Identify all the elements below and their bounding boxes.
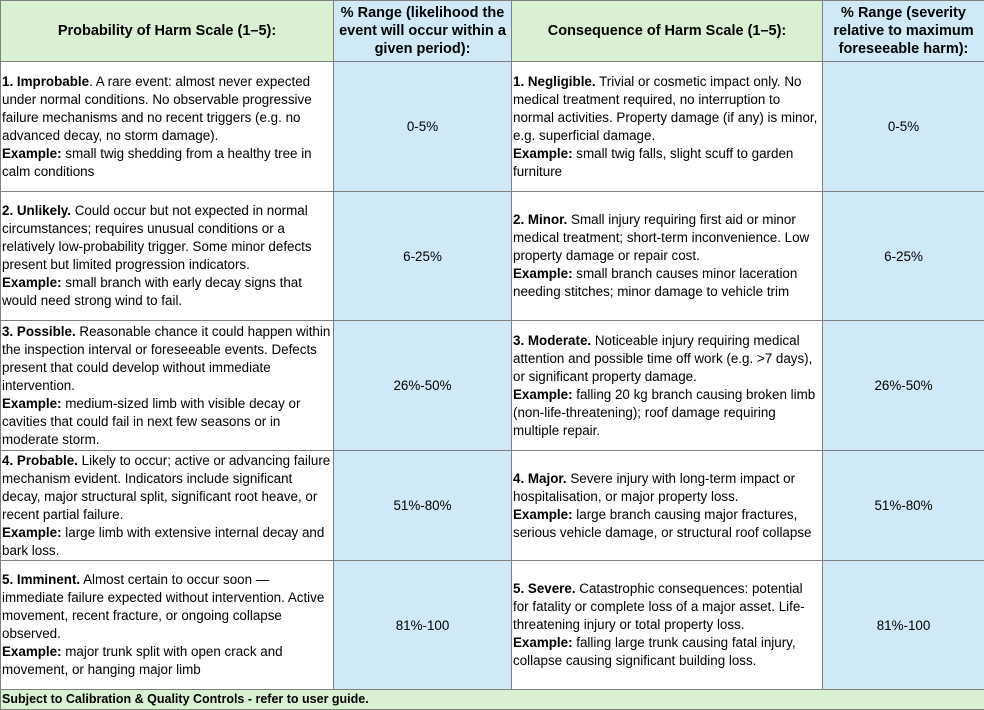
consequence-level-title: 1. Negligible.: [513, 74, 596, 89]
probability-range-cell[interactable]: 51%-80%: [334, 451, 512, 561]
consequence-cell[interactable]: [512, 192, 823, 321]
probability-range-cell[interactable]: 81%-100: [334, 561, 512, 690]
probability-level-text: Likely to occur; active or advancing failure mechanism evident. Indicators include significant decay, major structural split, significant root heave, or recent partial failure.: [2, 453, 330, 522]
consequence-range-cell[interactable]: 51%-80%: [823, 451, 984, 561]
probability-level-text: . A rare event: almost never expected under normal conditions. No observable progressive failure mechanisms and no recent triggers (e.g. no advanced decay, no storm damage).: [2, 74, 312, 143]
consequence-cell[interactable]: [512, 321, 823, 451]
consequence-example: small branch causes minor laceration needing stitches; minor damage to vehicle trim: [513, 266, 797, 299]
consequence-range-cell[interactable]: 6-25%: [823, 192, 984, 321]
consequence-cell[interactable]: [512, 561, 823, 690]
consequence-header[interactable]: Consequence of Harm Scale (1–5):: [512, 1, 823, 62]
probability-range-cell[interactable]: 0-5%: [334, 62, 512, 192]
probability-level-text: Almost certain to occur soon — immediate failure expected without intervention. Active movement, recent fracture, or ongoing collapse observed.: [2, 572, 324, 641]
consequence-example: small twig falls, slight scuff to garden furniture: [513, 146, 793, 179]
table-row: [1, 561, 984, 690]
probability-example: small branch with early decay signs that would need strong wind to fail.: [2, 275, 302, 308]
example-label: Example:: [2, 525, 62, 540]
consequence-example: large branch causing major fractures, serious vehicle damage, or structural roof collapse: [513, 507, 811, 540]
probability-level-text: Reasonable chance it could happen within the inspection interval or foreseeable events. Defects present that could develop without immediate intervention.: [2, 324, 330, 393]
consequence-range-header[interactable]: % Range (severity relative to maximum foreseeable harm):: [823, 1, 984, 62]
example-label: Example:: [513, 387, 573, 402]
table-row: [1, 451, 984, 561]
probability-header[interactable]: Probability of Harm Scale (1–5):: [1, 1, 334, 62]
consequence-level-title: 3. Moderate.: [513, 333, 591, 348]
consequence-level-text: Severe injury with long-term impact or hospitalisation, or major property loss.: [513, 471, 795, 504]
consequence-range-cell[interactable]: 0-5%: [823, 62, 984, 192]
consequence-range-cell[interactable]: 26%-50%: [823, 321, 984, 451]
probability-example: medium-sized limb with visible decay or cavities that could fail in next few seasons or in moderate storm.: [2, 396, 300, 447]
consequence-level-title: 4. Major.: [513, 471, 567, 486]
consequence-level-text: Trivial or cosmetic impact only. No medical treatment required, no interruption to normal activities. Property damage (if any) is minor, e.g. superficial damage.: [513, 74, 817, 143]
probability-cell[interactable]: [1, 451, 334, 561]
probability-level-title: 1. Improbable: [2, 74, 89, 89]
probability-level-text: Could occur but not expected in normal circumstances; requires unusual conditions or a relatively low-probability trigger. Some minor defects present but limited progression indicators.: [2, 203, 312, 272]
consequence-cell[interactable]: [512, 62, 823, 192]
consequence-range-cell[interactable]: 81%-100: [823, 561, 984, 690]
example-label: Example:: [513, 635, 573, 650]
footer-row: [1, 690, 984, 710]
probability-cell[interactable]: [1, 192, 334, 321]
consequence-example: falling 20 kg branch causing broken limb (non-life-threatening); roof damage requiring multiple repair.: [513, 387, 815, 438]
probability-example: small twig shedding from a healthy tree in calm conditions: [2, 146, 312, 179]
probability-level-title: 2. Unlikely.: [2, 203, 71, 218]
example-label: Example:: [2, 146, 62, 161]
table-row: [1, 321, 984, 451]
example-label: Example:: [2, 275, 62, 290]
probability-cell[interactable]: [1, 561, 334, 690]
probability-cell[interactable]: [1, 62, 334, 192]
probability-example: large limb with extensive internal decay and bark loss.: [2, 525, 324, 558]
probability-cell[interactable]: [1, 321, 334, 451]
calibration-note[interactable]: Subject to Calibration & Quality Controls - refer to user guide.: [1, 690, 984, 710]
example-label: Example:: [2, 396, 62, 411]
consequence-level-text: Small injury requiring first aid or minor medical treatment; short-term inconvenience. Low property damage or repair cost.: [513, 212, 809, 263]
probability-range-cell[interactable]: 6-25%: [334, 192, 512, 321]
example-label: Example:: [2, 644, 62, 659]
header-row: [1, 1, 984, 62]
probability-range-cell[interactable]: 26%-50%: [334, 321, 512, 451]
probability-level-title: 5. Imminent.: [2, 572, 80, 587]
table-row: [1, 62, 984, 192]
probability-range-header[interactable]: % Range (likelihood the event will occur within a given period):: [334, 1, 512, 62]
example-label: Example:: [513, 146, 573, 161]
example-label: Example:: [513, 507, 573, 522]
consequence-level-title: 5. Severe.: [513, 581, 576, 596]
consequence-level-title: 2. Minor.: [513, 212, 567, 227]
table-row: [1, 192, 984, 321]
consequence-example: falling large trunk causing fatal injury, collapse causing significant building loss.: [513, 635, 796, 668]
consequence-cell[interactable]: [512, 451, 823, 561]
consequence-level-text: Noticeable injury requiring medical attention and possible time off work (e.g. >7 days), or significant property damage.: [513, 333, 812, 384]
example-label: Example:: [513, 266, 573, 281]
probability-example: major trunk split with open crack and movement, or hanging major limb: [2, 644, 283, 677]
probability-level-title: 4. Probable.: [2, 453, 78, 468]
consequence-level-text: Catastrophic consequences: potential for fatality or complete loss of a major asset. Life-threatening injury or total property loss.: [513, 581, 805, 632]
probability-level-title: 3. Possible.: [2, 324, 76, 339]
